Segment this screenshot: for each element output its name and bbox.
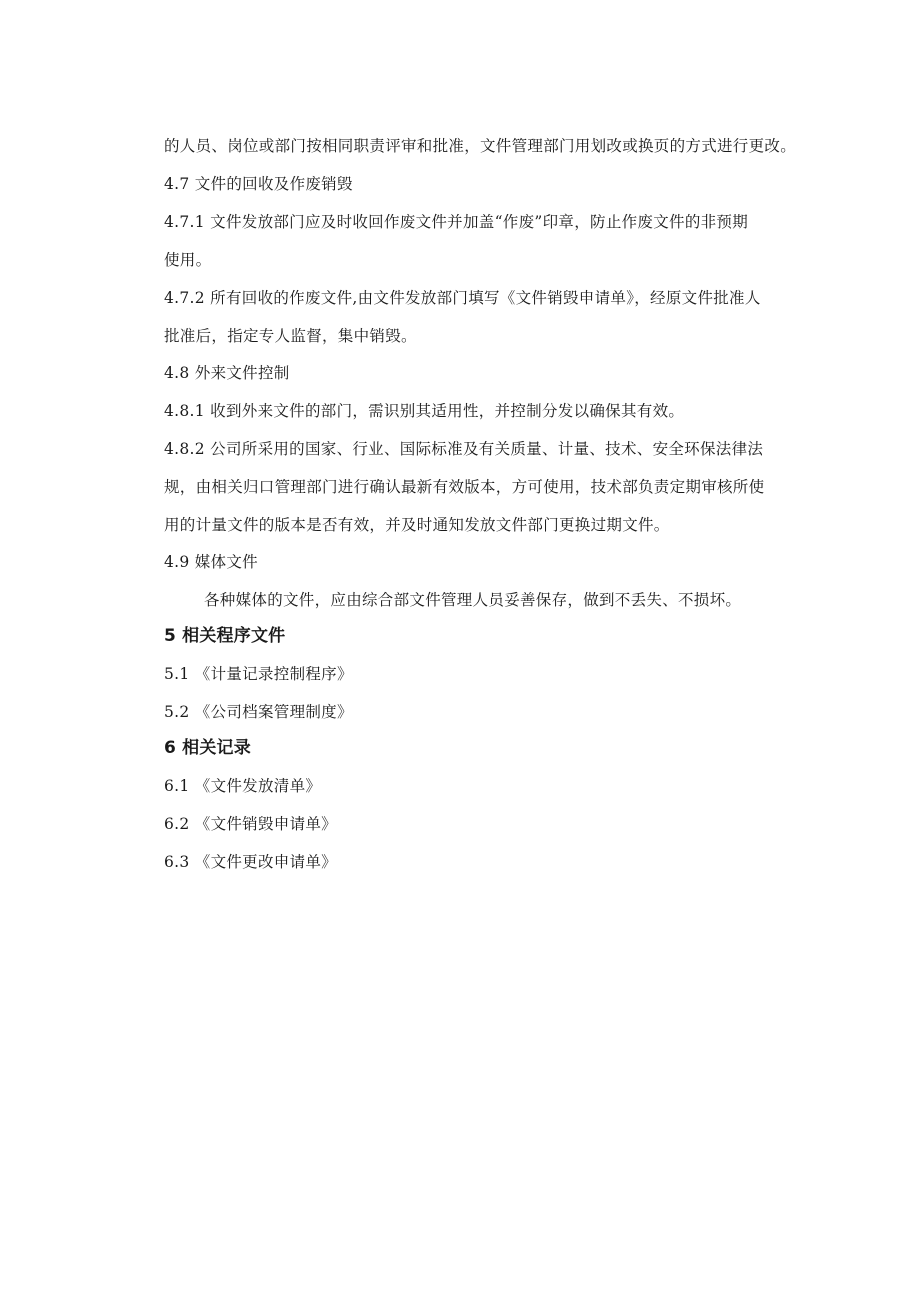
- paragraph-line: 各种媒体的文件，应由综合部文件管理人员妥善保存，做到不丢失、不损坏。: [204, 591, 742, 609]
- paragraph-line: 用的计量文件的版本是否有效，并及时通知发放文件部门更换过期文件。: [164, 516, 670, 534]
- paragraph-line: 的人员、岗位或部门按相同职责评审和批准，文件管理部门用划改或换页的方式进行更改。: [164, 137, 797, 155]
- list-item: 5.1 《计量记录控制程序》: [164, 665, 353, 683]
- section-4-8-heading: 4.8 外来文件控制: [164, 364, 290, 382]
- paragraph-line: 4.8.2 公司所采用的国家、行业、国际标准及有关质量、计量、技术、安全环保法律法: [164, 440, 764, 458]
- paragraph-line: 4.7.1 文件发放部门应及时收回作废文件并加盖“作废”印章，防止作废文件的非预期: [164, 213, 749, 231]
- paragraph-line: 使用。: [164, 251, 212, 269]
- list-item: 6.2 《文件销毁申请单》: [164, 815, 337, 833]
- section-5-heading: 5 相关程序文件: [164, 626, 286, 646]
- list-item: 6.3 《文件更改申请单》: [164, 853, 337, 871]
- paragraph-line: 批准后，指定专人监督，集中销毁。: [164, 327, 417, 345]
- paragraph-line: 4.8.1 收到外来文件的部门，需识别其适用性，并控制分发以确保其有效。: [164, 402, 685, 420]
- list-item: 6.1 《文件发放清单》: [164, 777, 322, 795]
- section-4-7-heading: 4.7 文件的回收及作废销毁: [164, 175, 353, 193]
- list-item: 5.2 《公司档案管理制度》: [164, 703, 353, 721]
- paragraph-line: 规，由相关归口管理部门进行确认最新有效版本，方可使用，技术部负责定期审核所使: [164, 478, 765, 496]
- section-6-heading: 6 相关记录: [164, 738, 251, 758]
- section-4-9-heading: 4.9 媒体文件: [164, 553, 258, 571]
- paragraph-line: 4.7.2 所有回收的作废文件,由文件发放部门填写《文件销毁申请单》，经原文件批准人: [164, 289, 761, 307]
